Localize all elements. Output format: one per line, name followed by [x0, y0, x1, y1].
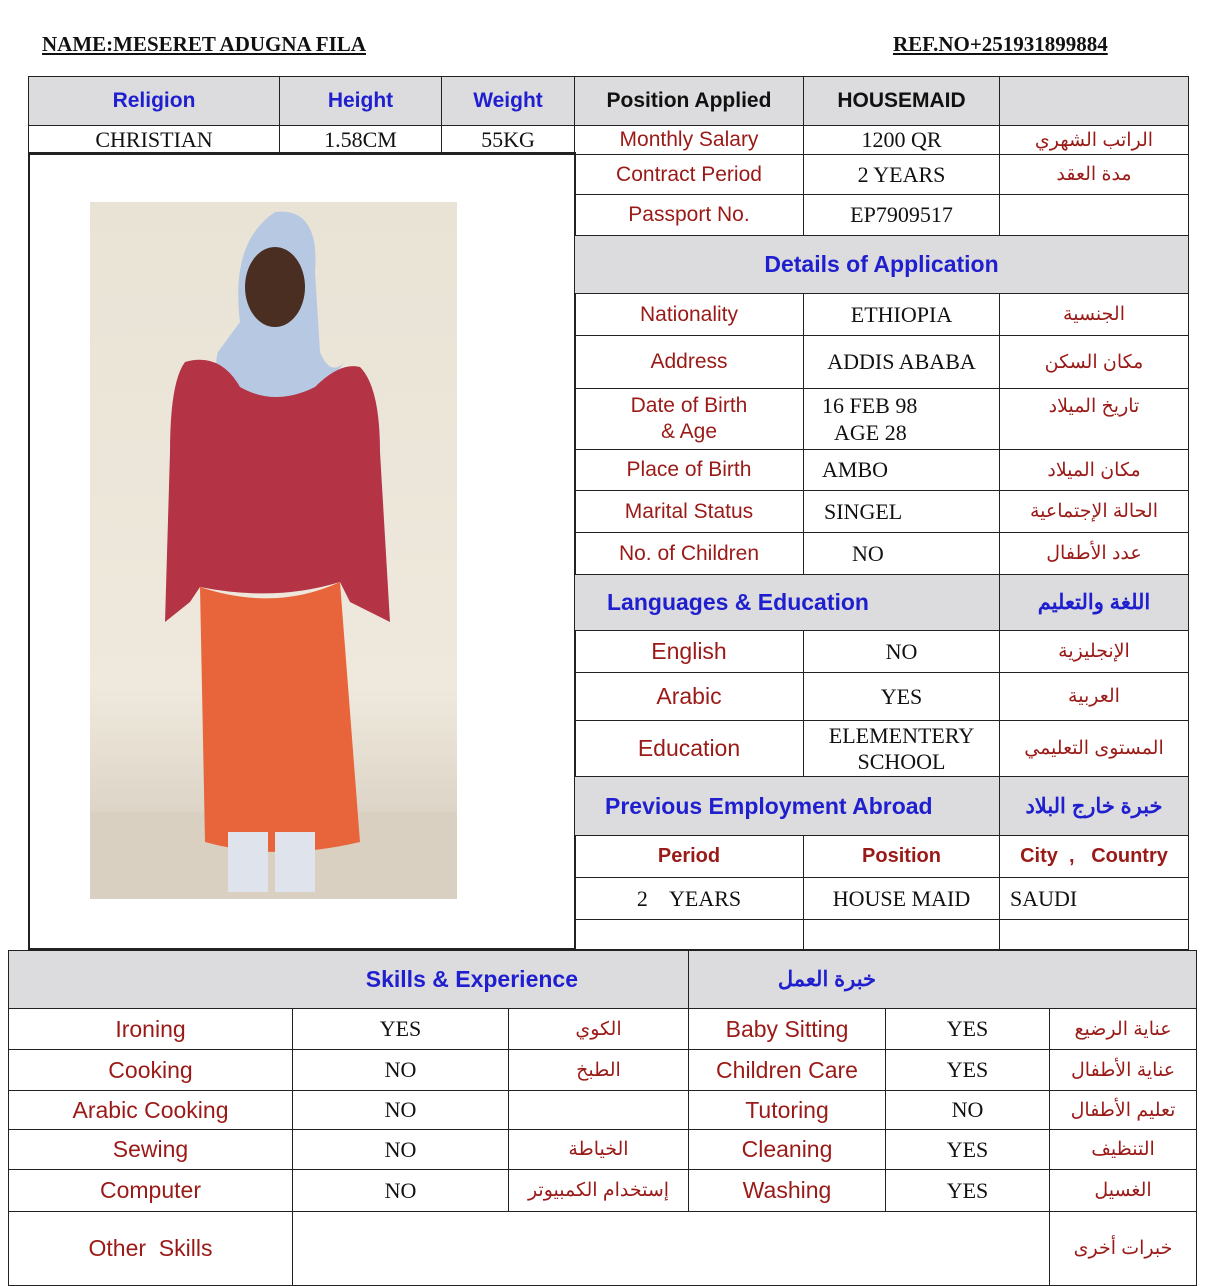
candidate-name: NAME:MESERET ADUGNA FILA — [42, 32, 366, 56]
marital-label: Marital Status — [575, 491, 804, 533]
top-table — [28, 76, 1189, 155]
skill-tutoring-ar: تعليم الأطفال — [1050, 1091, 1197, 1130]
empty-cell — [575, 920, 804, 950]
passport-label: Passport No. — [575, 195, 804, 236]
education-value-line2: SCHOOL — [857, 748, 946, 774]
contract-label-ar: مدة العقد — [1000, 155, 1189, 195]
address-label-ar: مكان السكن — [1000, 336, 1189, 389]
skill-cleaning-label: Cleaning — [689, 1130, 886, 1170]
skill-sewing-label: Sewing — [9, 1130, 293, 1170]
address-label: Address — [575, 336, 804, 389]
languages-title-ar: اللغة والتعليم — [1000, 575, 1189, 631]
marital-value: SINGEL — [804, 491, 1000, 533]
city-country-header: City , Country — [1000, 836, 1189, 878]
other-skills-label: Other Skills — [9, 1212, 293, 1286]
skill-sewing-ar: الخياطة — [509, 1130, 689, 1170]
skill-cooking-label: Cooking — [9, 1050, 293, 1091]
english-label: English — [575, 631, 804, 673]
employment-position: HOUSE MAID — [804, 878, 1000, 920]
employment-title: Previous Employment Abroad — [575, 777, 1000, 836]
skills-title-ar: خبرة العمل — [689, 951, 1197, 1009]
children-label: No. of Children — [575, 533, 804, 575]
height-label: Height — [280, 77, 442, 126]
nationality-label: Nationality — [575, 294, 804, 336]
birthplace-label-ar: مكان الميلاد — [1000, 450, 1189, 491]
nationality-label-ar: الجنسية — [1000, 294, 1189, 336]
skills-table — [8, 950, 1197, 1286]
arabic-label: Arabic — [575, 673, 804, 721]
skill-washing-ar: الغسيل — [1050, 1170, 1197, 1212]
salary-label-ar: الراتب الشهري — [1000, 126, 1189, 155]
dob-label — [575, 389, 804, 450]
marital-label-ar: الحالة الإجتماعية — [1000, 491, 1189, 533]
other-skills-value — [293, 1212, 1050, 1286]
skill-tutoring-label: Tutoring — [689, 1091, 886, 1130]
position-header: Position — [804, 836, 1000, 878]
empty-cell — [1000, 920, 1189, 950]
arabic-value: YES — [804, 673, 1000, 721]
skill-washing-value: YES — [886, 1170, 1050, 1212]
employment-country: SAUDI — [1000, 878, 1189, 920]
skill-computer-ar: إستخدام الكمبيوتر — [509, 1170, 689, 1212]
skill-cooking-ar: الطبخ — [509, 1050, 689, 1091]
weight-value: 55KG — [442, 126, 575, 155]
skill-washing-label: Washing — [689, 1170, 886, 1212]
nationality-value: ETHIOPIA — [804, 294, 1000, 336]
details-table — [574, 154, 1189, 950]
skill-ironing-value: YES — [293, 1009, 509, 1050]
candidate-photo-figure — [90, 202, 457, 899]
position-applied-label: Position Applied — [575, 77, 804, 126]
skill-arabiccooking-value: NO — [293, 1091, 509, 1130]
birthplace-value: AMBO — [804, 450, 1000, 491]
contract-label: Contract Period — [575, 155, 804, 195]
skill-cleaning-value: YES — [886, 1130, 1050, 1170]
skill-computer-value: NO — [293, 1170, 509, 1212]
passport-label-ar — [1000, 195, 1189, 236]
languages-title: Languages & Education — [575, 575, 1000, 631]
skill-babysitting-value: YES — [886, 1009, 1050, 1050]
other-skills-ar: خبرات أخرى — [1050, 1212, 1197, 1286]
english-value: NO — [804, 631, 1000, 673]
children-value: NO — [804, 533, 1000, 575]
reference-number: REF.NO+251931899884 — [893, 32, 1108, 56]
dob-label-line1: Date of Birth — [630, 394, 748, 417]
weight-label: Weight — [442, 77, 575, 126]
birthplace-label: Place of Birth — [575, 450, 804, 491]
skill-sewing-value: NO — [293, 1130, 509, 1170]
religion-value: CHRISTIAN — [29, 126, 280, 155]
skill-babysitting-ar: عناية الرضيع — [1050, 1009, 1197, 1050]
skill-childrencare-ar: عناية الأطفال — [1050, 1050, 1197, 1091]
skill-babysitting-label: Baby Sitting — [689, 1009, 886, 1050]
dob-value — [804, 389, 1000, 450]
address-value: ADDIS ABABA — [804, 336, 1000, 389]
dob-value-date: 16 FEB 98 — [822, 393, 918, 418]
period-header: Period — [575, 836, 804, 878]
skill-childrencare-value: YES — [886, 1050, 1050, 1091]
skill-ironing-label: Ironing — [9, 1009, 293, 1050]
salary-label: Monthly Salary — [575, 126, 804, 155]
employment-period: 2 YEARS — [575, 878, 804, 920]
education-value-line1: ELEMENTERY — [828, 722, 975, 748]
skill-tutoring-value: NO — [886, 1091, 1050, 1130]
education-value — [804, 721, 1000, 777]
dob-label-ar: تاريخ الميلاد — [1000, 389, 1189, 450]
skill-ironing-ar: الكوي — [509, 1009, 689, 1050]
skill-cleaning-ar: التنظيف — [1050, 1130, 1197, 1170]
skill-cooking-value: NO — [293, 1050, 509, 1091]
skills-title: Skills & Experience — [9, 951, 689, 1009]
children-label-ar: عدد الأطفال — [1000, 533, 1189, 575]
position-applied-value: HOUSEMAID — [804, 77, 1000, 126]
passport-value: EP7909517 — [804, 195, 1000, 236]
skill-arabiccooking-label: Arabic Cooking — [9, 1091, 293, 1130]
height-value: 1.58CM — [280, 126, 442, 155]
candidate-photo — [90, 202, 457, 899]
arabic-label-ar: العربية — [1000, 673, 1189, 721]
empty-cell — [804, 920, 1000, 950]
skill-computer-label: Computer — [9, 1170, 293, 1212]
employment-title-ar: خبرة خارج البلاد — [1000, 777, 1189, 836]
contract-value: 2 YEARS — [804, 155, 1000, 195]
education-label-ar: المستوى التعليمي — [1000, 721, 1189, 777]
education-label: Education — [575, 721, 804, 777]
religion-label: Religion — [29, 77, 280, 126]
dob-value-age: AGE 28 — [834, 420, 907, 445]
salary-value: 1200 QR — [804, 126, 1000, 155]
skill-childrencare-label: Children Care — [689, 1050, 886, 1091]
english-label-ar: الإنجليزية — [1000, 631, 1189, 673]
details-title: Details of Application — [575, 236, 1189, 294]
dob-label-line2: & Age — [660, 420, 718, 443]
skill-arabiccooking-ar — [509, 1091, 689, 1130]
blank-cell — [1000, 77, 1189, 126]
